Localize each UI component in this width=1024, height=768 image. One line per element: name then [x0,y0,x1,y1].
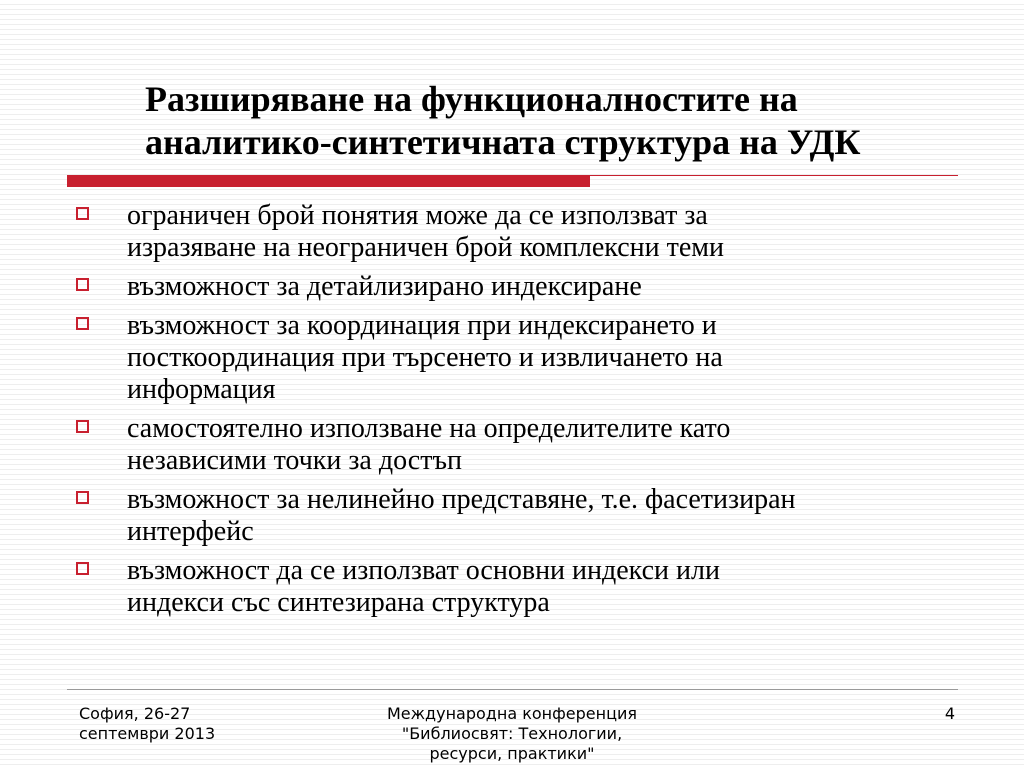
bullet-item [74,413,974,477]
square-bullet-icon [76,420,89,433]
bullet-line: индекси със синтезирана структура [127,587,550,618]
square-bullet-icon [76,278,89,291]
footer-center-line: "Библиосвят: Технологии, [401,724,623,743]
bullet-line: възможност за детайлизирано индексиране [127,271,642,302]
bullet-text [127,484,974,548]
bullet-line: ограничен брой понятия може да се използват за [127,200,708,231]
slide-title [145,78,985,164]
footer-location-date [79,704,215,744]
title-underline [67,175,958,187]
bullet-line: интерфейс [127,516,254,547]
bullet-line: възможност за нелинейно представяне, т.е. фасетизиран [127,484,796,515]
slide-number: 4 [944,704,955,723]
bullet-item [74,271,974,303]
footer-center-line: Международна конференция [386,704,638,723]
bullet-text [127,271,974,303]
square-bullet-icon [76,317,89,330]
bullet-line: възможност да се използват основни индекси или [127,555,720,586]
bullet-line: изразяване на неограничен брой комплексни теми [127,232,724,263]
bullet-line: информация [127,374,276,405]
bullet-item [74,555,974,619]
square-bullet-icon [76,562,89,575]
bullet-line: самостоятелно използване на определителите като [127,413,731,444]
slide-title-line: Разширяване на функционалностите на [145,79,798,119]
bullet-item [74,200,974,264]
bullet-item [74,310,974,406]
bullet-text [127,555,974,619]
bullet-text [127,310,974,406]
title-accent-line [590,175,958,176]
square-bullet-icon [76,491,89,504]
footer-conference-name [312,704,712,764]
bullet-line: посткоординация при търсенето и извличането на [127,342,723,373]
footer-left-line: София, 26-27 [79,704,191,723]
bullet-item [74,484,974,548]
footer-center-line: ресурси, практики" [429,744,595,763]
bullet-text [127,200,974,264]
title-accent-bar [67,175,590,187]
footer-divider [67,689,958,690]
bullet-line: независими точки за достъп [127,445,462,476]
bullet-list [74,200,974,626]
bullet-line: възможност за координация при индексирането и [127,310,717,341]
bullet-text [127,413,974,477]
slide-title-line: аналитико-синтетичната структура на УДК [145,122,861,162]
footer-left-line: септември 2013 [79,724,216,743]
square-bullet-icon [76,207,89,220]
